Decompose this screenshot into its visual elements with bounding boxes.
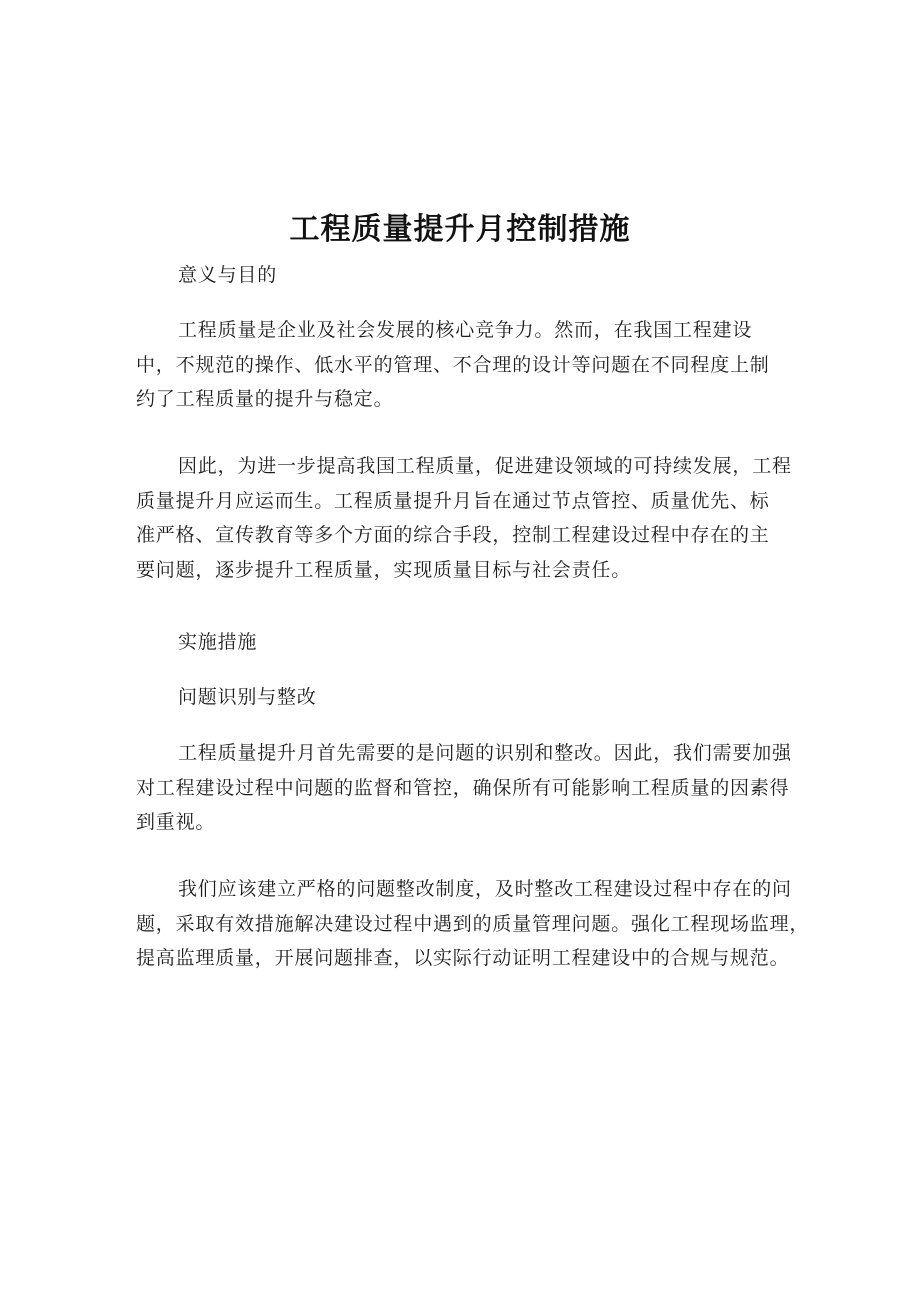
paragraph-3-line: 对工程建设过程中问题的监督和管控，确保所有可能影响工程质量的因素得 <box>136 776 790 799</box>
paragraph-1-line: 中，不规范的操作、低水平的管理、不合理的设计等问题在不同程度上制 <box>136 353 770 376</box>
section-heading-significance: 意义与目的 <box>178 264 278 286</box>
paragraph-1-line: 约了工程质量的提升与稳定。 <box>136 388 394 410</box>
paragraph-1-line: 工程质量是企业及社会发展的核心竞争力。然而，在我国工程建设 <box>178 319 753 341</box>
paragraph-3-line: 工程质量提升月首先需要的是问题的识别和整改。因此，我们需要加强 <box>178 742 792 764</box>
paragraph-4-line: 我们应该建立严格的问题整改制度，及时整改工程建设过程中存在的问 <box>178 878 792 900</box>
paragraph-2-line: 质量提升月应运而生。工程质量提升月旨在通过节点管控、质量优先、标 <box>136 489 770 512</box>
paragraph-2 <box>136 449 796 587</box>
paragraph-2-line: 准严格、宣传教育等多个方面的综合手段，控制工程建设过程中存在的主 <box>136 524 770 546</box>
paragraph-3-line: 到重视。 <box>136 811 216 833</box>
section-heading-measures: 实施措施 <box>178 631 258 653</box>
paragraph-2-line: 因此，为进一步提高我国工程质量，促进建设领域的可持续发展，工程 <box>178 455 792 477</box>
paragraph-4 <box>136 872 856 976</box>
document-title: 工程质量提升月控制措施 <box>289 212 631 247</box>
paragraph-3 <box>136 736 796 840</box>
paragraph-2-line: 要问题，逐步提升工程质量，实现质量目标与社会责任。 <box>136 558 632 581</box>
paragraph-4-line: 提高监理质量，开展问题排查，以实际行动证明工程建设中的合规与规范。 <box>136 947 790 969</box>
paragraph-1 <box>136 313 796 417</box>
subsection-heading-identification: 问题识别与整改 <box>178 686 317 708</box>
paragraph-4-line: 题，采取有效措施解决建设过程中遇到的质量管理问题。强化工程现场监理， <box>136 912 810 935</box>
